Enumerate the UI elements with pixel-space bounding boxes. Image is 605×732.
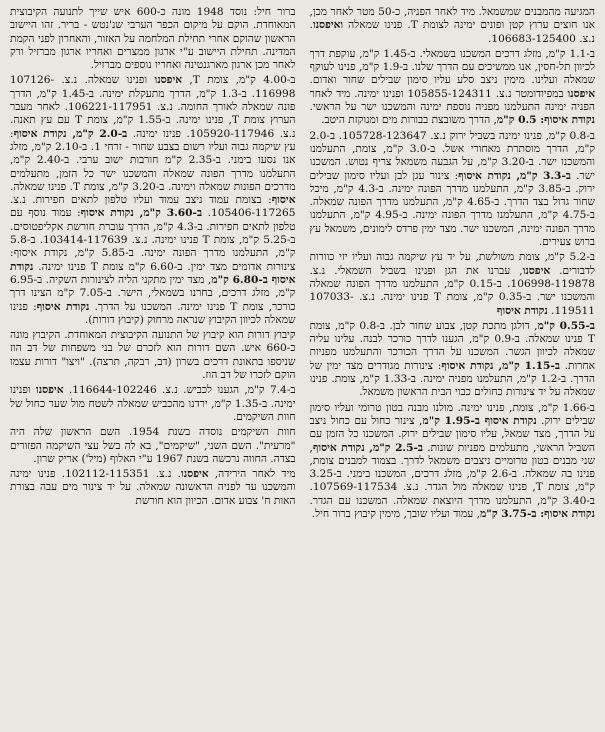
bold-run: ב-0.55 ק"מ [537,319,595,332]
text-run: ופנינו ימינה. ב-1.35 ק"מ, ירדנו מהכביש שמאלה לשטח מול שער כחול של חוות השיקמים. [10,384,296,423]
text-run: , דולגן מתכת קטן, צבוע שחור לבן. ב-0.8 ק"מ, צומת T פנינו שמאלה. ב-0.9 ק"מ, הגענו לדרך כורכר לבנה. עלינו עליה שמאלה לכיוון הגשר. המשכנו על הדרך הכורכר והתעלמנו מפניות אחרות. [309,319,595,372]
text-column-right [310,6,596,726]
bold-run: איפסנו [35,384,64,397]
bold-run: איפסנו [154,74,183,87]
text-run: , מצד ימין מתקני הליה לצינורות השקיה. ב-6.95 ק"מ, מזלג דרכים, בחרנו בשמאלי, הישר. ב-7.05 ק"מ הצינו דרך כורכר, צומת T פנינו ימינה. המשכנו על הדרך. [10,273,296,313]
text-run: חוות השיקמים נוסדה בשנת 1954. השם הראשון שלה היה "מרעית". השם השני, "שיקמים", בא לה בשל עצי השיקמה הפזורים בצדה. החווה נרכשה בשנת 1967 ע"י האלוף (מיל') אריק שרון. [10,426,296,465]
bold-run: ב-3.3 ק"מ, נקודת איסוף [458,169,571,182]
bold-run: נקודת איסוף ב-6.80 ק"מ [10,260,296,286]
bold-run: ב-2.5 ק"מ, נקודת איסוף [312,441,424,454]
text-run: , עמוד ועליו שובך, מימין קיבוץ ברור חיל. [311,507,481,520]
text-run: ב-4.00 ק"מ, צומת T, [182,74,296,87]
bold-run: נקודת איסוף: ב-3.75 ק"מ [480,507,595,520]
paragraph [10,426,296,466]
bold-run: ב-1.15 ק"מ, נקודת איסוף [441,359,560,372]
text-run: מיד לאחר הירידה, [208,468,296,481]
text-run: : צינור עגן לבן ועליו סימון שבילים ירוק. ב-3.85 ק"מ, התעלמנו מדרך הפונה ימינה. ב-4.3 ק"מ, מיכל שחור גדול בצד הדרך. ב-4.65 ק"מ, התעלמנו מדרך הפונה שמאלה. ב-4.75 ק"מ, התעלמנו מדרך הפונה ימינה. ב-4.95 ק"מ, התעלמנו מדרך הפונה ימינה, המשכנו ישר. מצד ימין פרדס לימונים, משמאל עץ ברוש צעירים. [309,169,595,249]
text-run: , עברנו את הגן ופנינו בשביל השמאלי. נ.צ. 106998-119878. ב-0.15 ק"מ, התעלמנו מדרך הפונה שמאלה והמשכנו ישר. ב-0.35 ק"מ, צומת T פנינו ימינה. נ.צ. 107033-119511. [309,264,595,317]
bold-run: ב-2.0 ק"מ, נקודת איסוף [13,127,128,140]
bold-run: איסוף [271,194,296,207]
text-run: , הדרך משובצת בבורות מים ומנוקזת היטב. [321,114,497,127]
text-run: קיבוץ דורות הוא קיבוץ של התנועה הקיבוצית המאוחדת. הקיבוץ מונה כ-660 איש. השם דורות הוא לזכרם של בני משפחות של דב הוז שניספו בתאונת דרכים בשרון (דב, רבקה, תרצה). "ויצו" דורות עצמו הוקם לזכרו של דב הוז. [10,329,296,382]
bold-run: איפסנו [522,264,551,277]
paragraph [10,384,296,424]
text-run: ב-1.66 ק"מ, צומת, פנינו ימינה. מולנו מבנה בטון טרומי ועליו סימון שבילים ירוק. [309,401,595,427]
text-run: : בצומת עמוד ניצב עמוד ועליו טלפון לתאים חפירות. נ.צ. 105406-117265. [10,194,296,220]
paragraph [310,320,596,400]
paragraph [310,402,596,522]
text-run: ופנינו שמאלה. נ.צ. 107126-116998. ב-1.3 ק"מ, הדרך מתעקלת ימינה. ב-1.45 ק"מ, הדרך פונה שמאלה לאורך החומה. נ.צ. 106221-117951. לאחר מעבר הערוץ צומת T, פנינו ימינה. ב-1.55 ק"מ, צומת T עם עץ תאנה. נ.צ. 105920-117946. פנינו ימינה. [10,74,296,140]
paragraph [10,468,296,508]
paragraph [10,6,296,72]
text-run: : עמוד נוסף עם טלפון לתאים חפירות. ב-4.3 ק"מ, הדרך עוברת חורשת אקליפטוסים. ב-5.25 ק"מ, צומת T פנינו ימינה. נ.צ. 103414-117639. ב-5.8 ק"מ, התעלמנו מדרך הפונה ימינה. ב-5.85 ק"מ, נקודת איסוף: צינורות אדומים מצד ימין. ב-6.60 ק"מ צומת T פנינו ימינה. [10,207,296,273]
paragraph [310,48,596,128]
bold-run: איפסנו [567,87,595,100]
bold-run: נקודת איסוף [496,304,548,317]
paragraph [310,251,596,317]
text-run: . נ.צ. 106683-125400. [309,19,595,45]
text-run: : צינורות מגודרים מצד ימין של הדרך. ב-1.2 ק"מ, התעלמנו מפניה ימינה. ב-1.33 ק"מ, צומת. פנינו שמאלה על יד צינורות כחולים כבוי הבית הראשון משמאל. [309,359,595,399]
bold-run: נקודת איסוף: 0.5 ק"מ [496,114,595,127]
text-run: במפיודומטר נ.צ. 105855-124311 ופנינו ימינה. מיד לאחר הפניה ימינה התעלמנו מפניה נוספת ימינה והמשכנו ישר על הראשי. [309,87,595,114]
paragraph [10,329,296,382]
text-run: , צינור כחול עם כחול ניצב על הדרך, מצד שמאל, עליו סימון שבילים ירוק. המשכנו כל הזמן עם השביל הראשי, מתעלמים מפניות שונות. [309,414,595,454]
bold-run: איפסנו [181,468,209,481]
paragraph [310,6,596,46]
text-run: : עץ שיקמה גבוה ועליו רשום בצבע שחור - זרחי 1. ב-2.10 ק"מ, מזלג אנו נסעו בימני. ב-2.35 ק"מ חורבות ישוב ערבי. ב-2.40 ק"מ, התעלמנו מדרך הפונה שמאלה והמשכנו ישר כל הזמן, מתעלמים מדרכים הפונות שמאלה וימינה. ב-3.20 ק"מ, צומת T. פנינו שמאלה. [10,127,296,193]
text-run: : פנינו שמאלה לכיוון הקיבוץ שנראה מרחוק (קיבוץ דורות). [10,300,296,326]
text-column-left [10,6,296,726]
bold-run: נקודת איסוף [36,300,90,313]
bold-run: נקודת איסוף ב-1.95 ק"מ [422,414,537,427]
bold-run: ב-3.60 ק"מ, נקודת איסוף [80,207,203,220]
text-run: . נ.צ. 102112-115351. פנינו ימינה והמשכנו עד לפניה הראשונה שמאלה. על יד צינור מים עבה בצורת האות ח' צבוע אדום. הכיוון הוא חורשת [10,468,296,507]
text-run: ברור חיל: נוסד 1948 מונה כ-600 איש שייך לתנועה הקיבוצית המאוחדת. הוקם על מיקום הכפר הערבי שנ'נטש - בריר. זהו היישוב הראשון שהוקם אחרי תחילת המלחמה על האזור, והאחרון לפני הקמת המדינה. תחילת היישוב ע"י ארגון ממצרים ואחריו ארגון מברזיל ורק לאחר מכן ארגון מארגנטינה ואחריו נוספים מברזיל. [10,6,296,72]
bold-run: ואיפסנו [312,19,344,32]
text-run: ב-0.8 ק"מ, פנינו ימינה בשביל ירוק נ.צ. 105728-123647. ב-2.0 ק"מ, הדרך מוסתרת מאחורי אשל. ב-3.0 ק"מ, צומת, התעלמנו והמשכנו ישר. ב-3.20 ק"מ, על הגבעה משמאל צריף נטוש. המשכנו ישר. [309,129,595,182]
paragraph [10,74,296,327]
text-run: ב-5.2 ק"מ, צומת משולשת, על יד עץ שיקמה גבוה ועליו יזי כוורות לדבורים. [309,251,595,277]
text-run: ב-7.4 ק"מ, הגענו לכביש. נ.צ. 116644-102246. [63,384,296,397]
text-run: , שני מבנים בטון טרומיים ניצבים משמאל לדרך. בצמוד למבנים צומת, פנינו בה שמאלה. ב-2.6 ק"מ, מזלג דרכים, המשכנו בימני. ב-3.25 ק"מ, צומת T, פנינו שמאלה מול הגדר. נ.צ. 107569-117534. ב-3.40 ק"מ, התעלמנו מדרך היוצאת שמאלה. המשכנו עם הגדר. [309,441,595,507]
text-run: המגיעה מהמבנים שמשמאל. מיד לאחר הפניה, כ-50 מטר לאחר מכן, אנו חוצים ערוץ קטן ופונים ימינה לצומת T. פנינו שמאלה [309,6,595,32]
text-run: ב-1.1 ק"מ, מזלג דרכים המשכנו בשמאלי. ב-1.45 ק"מ, עוקפת דרך לכיוון תל-חסין, אנו ממשיכים עם הדרך שלנו. ב-1.9 ק"מ, פנינו לעוקף שמאלה ועלינו. מימין ניצב סלע עליו סימון שבילים שחור ואדום. [309,47,595,87]
paragraph [310,130,596,250]
